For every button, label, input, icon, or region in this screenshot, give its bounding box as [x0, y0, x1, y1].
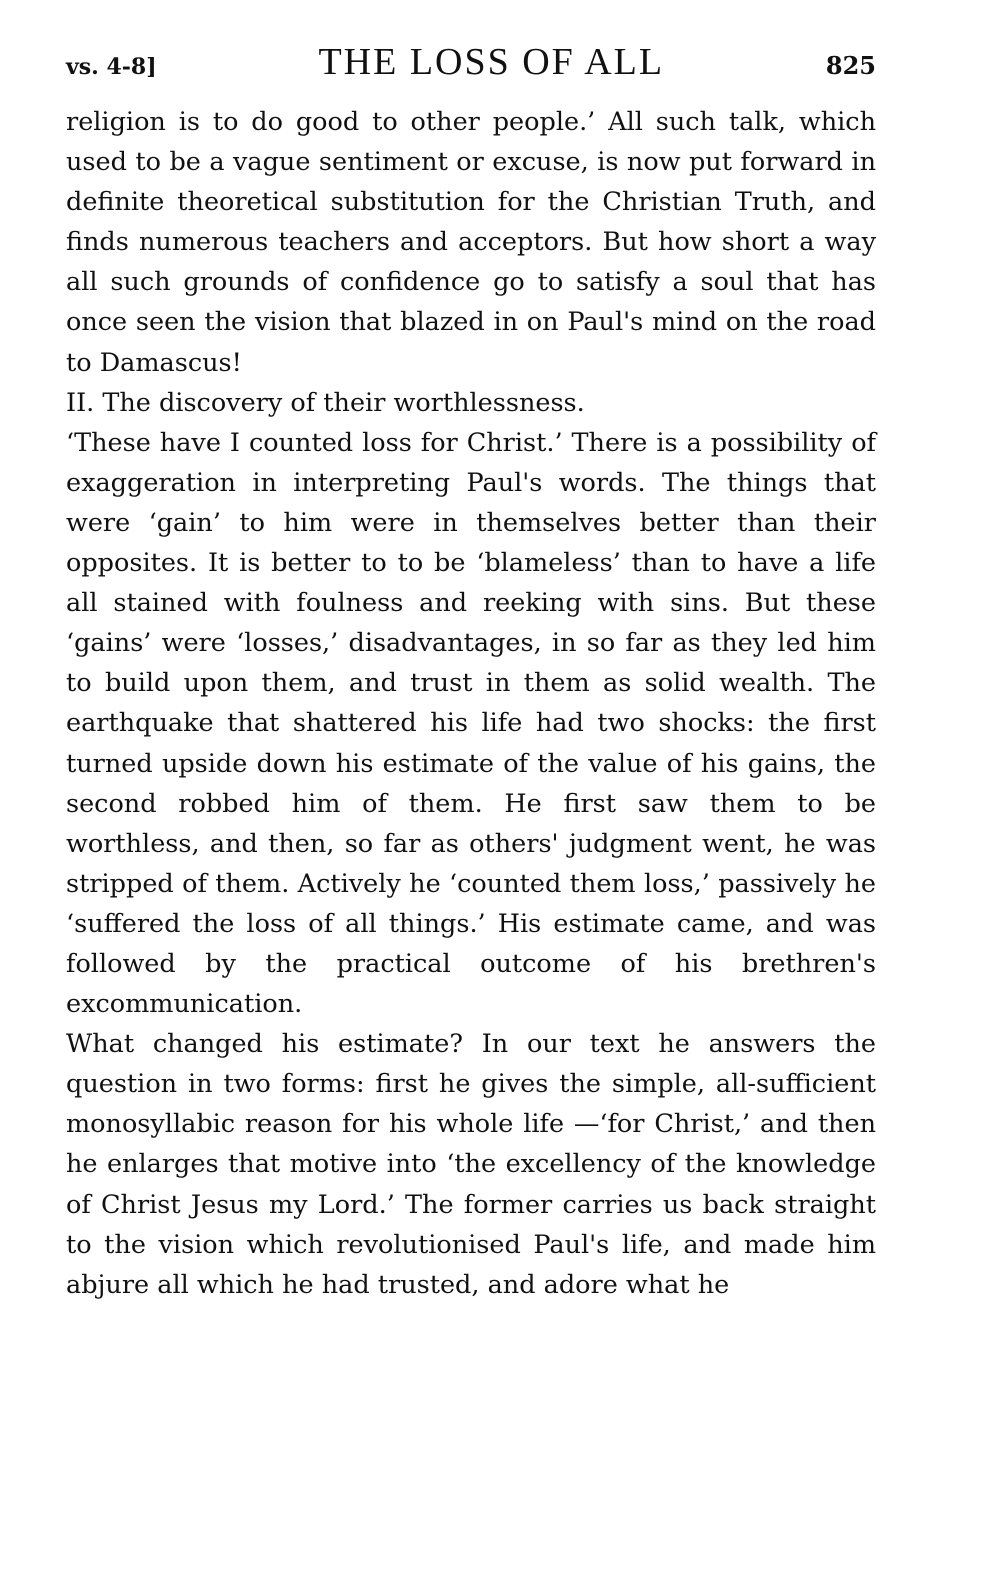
- paragraph-changed-estimate: What changed his estimate? In our text he answers the question in two forms: first he gives the simple, all-sufficient monosyllabic reason for his whole life —‘for Christ,’ and then he enlarges that motive into ‘the excellency of the knowledge of Christ Jesus my Lord.’ The former carries us back straight to the vision which revolutionised Paul's life, and made him abjure all which he had trusted, and adore what he: [66, 1029, 876, 1300]
- paragraph-continuation: religion is to do good to other people.’ All such talk, which used to be a vague sentiment or excuse, is now put forward in definite theoretical substitution for the Christian Truth, and finds numerous teachers and acceptors. But how short a way all such grounds of confidence go to satisfy a soul that has once seen the vision that blazed in on Paul's mind on the road to Damascus!: [66, 107, 876, 378]
- body-text: [66, 102, 876, 1305]
- section-heading: II. The discovery of their worthlessness.: [66, 387, 585, 418]
- page-number: 825: [825, 51, 876, 80]
- running-title: THE LOSS OF ALL: [318, 41, 665, 83]
- running-head: [66, 40, 876, 96]
- verse-reference: vs. 4-8]: [66, 54, 157, 80]
- paragraph-counted-loss: ‘These have I counted loss for Christ.’ There is a possibility of exaggeration in interpreting Paul's words. The things that were ‘gain’ to him were in themselves better than their opposites. It is better to to be ‘blameless’ than to have a life all stained with foulness and reeking with sins. But these ‘gains’ were ‘losses,’ disadvantages, in so far as they led him to build upon them, and trust in them as solid wealth. The earthquake that shattered his life had two shocks: the first turned upside down his estimate of the value of his gains, the second robbed him of them. He first saw them to be worthless, and then, so far as others' judgment went, he was stripped of them. Actively he ‘counted them loss,’ passively he ‘suffered the loss of all things.’ His estimate came, and was followed by the practical outcome of his brethren's excommunication.: [66, 427, 876, 1020]
- book-page: [66, 40, 876, 1305]
